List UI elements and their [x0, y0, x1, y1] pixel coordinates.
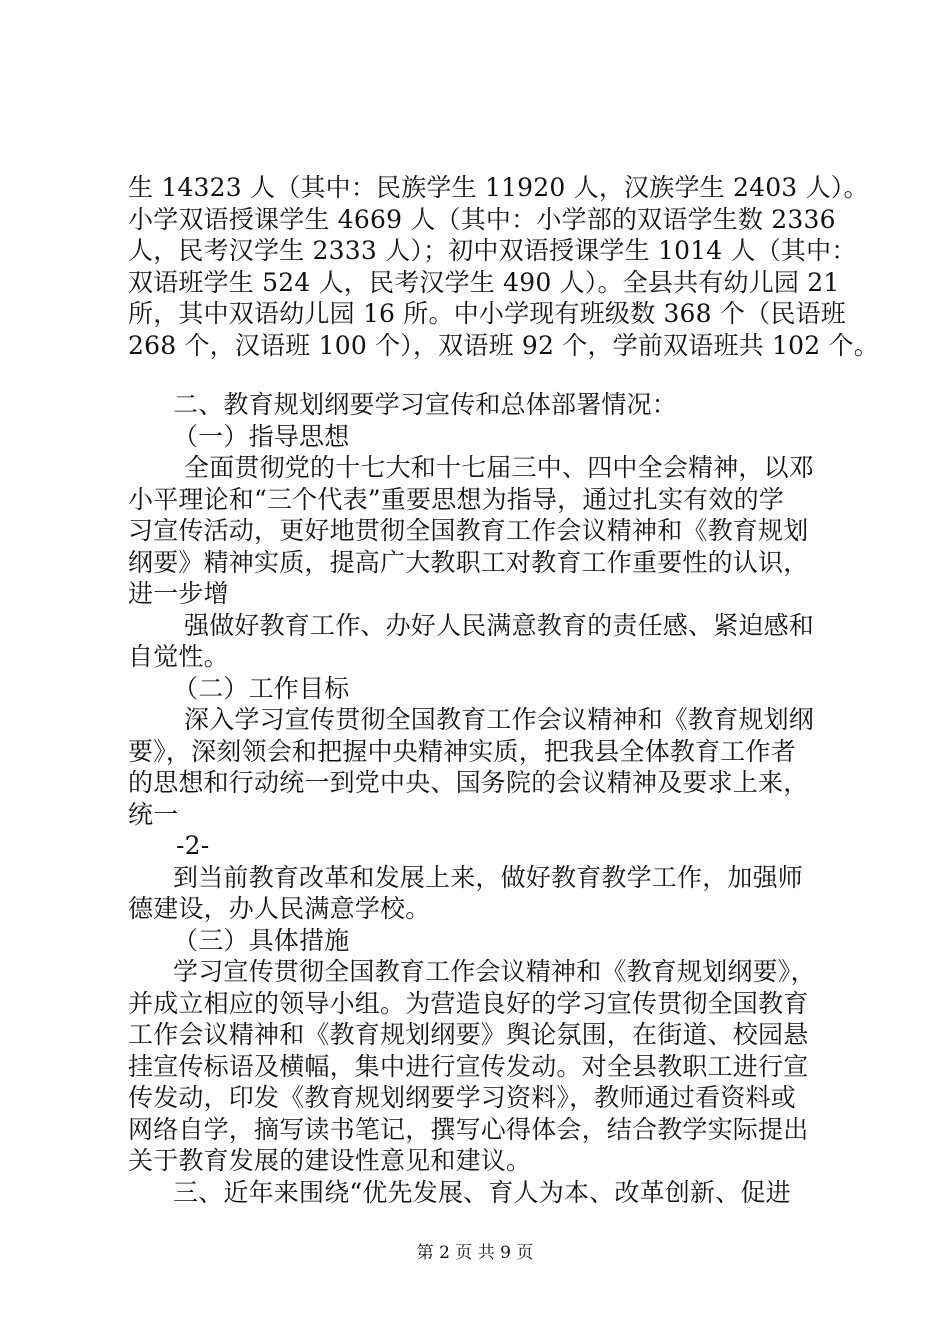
- paragraph-line: 强做好教育工作、办好人民满意教育的责任感、紧迫感和: [184, 610, 815, 640]
- page-footer: 第 2 页 共 9 页: [416, 1243, 534, 1263]
- paragraph-line: 德建设，办人民满意学校。: [128, 894, 431, 923]
- paragraph-line: 工作会议精神和《教育规划纲要》舆论氛围，在街道、校园悬: [128, 1020, 809, 1049]
- section-heading: 二、教育规划纲要学习宣传和总体部署情况：: [173, 390, 678, 419]
- paragraph-line: 纲要》精神实质，提高广大教职工对教育工作重要性的认识，: [128, 547, 809, 577]
- paragraph-line: 全面贯彻党的十七大和十七届三中、四中全会精神，以邓: [184, 453, 815, 482]
- paragraph-line: 到当前教育改革和发展上来，做好教育教学工作，加强师: [173, 862, 804, 892]
- paragraph-line: 统一: [128, 799, 179, 829]
- paragraph-line: 进一步增: [128, 579, 229, 608]
- paragraph-line: 生 14323 人（其中：民族学生 11920 人，汉族学生 2403 人）。: [128, 173, 869, 202]
- document-body: [128, 172, 879, 1208]
- paragraph-line: 自觉性。: [128, 642, 229, 671]
- inline-page-number: -2-: [176, 831, 210, 860]
- paragraph-line: 268 个，汉语班 100 个），双语班 92 个，学前双语班共 102 个。: [128, 330, 879, 360]
- subsection-heading: （二）工作目标: [173, 673, 350, 703]
- section-heading: 三、近年来围绕“优先发展、育人为本、改革创新、促进: [173, 1177, 791, 1207]
- subsection-heading: （一）指导思想: [173, 421, 350, 451]
- paragraph-line: 所，其中双语幼儿园 16 所。中小学现有班级数 368 个（民语班: [128, 299, 846, 328]
- paragraph-line: 小平理论和“三个代表”重要思想为指导，通过扎实有效的学: [128, 484, 784, 514]
- paragraph-line: 深入学习宣传贯彻全国教育工作会议精神和《教育规划纲: [184, 705, 815, 734]
- paragraph-line: 传发动，印发《教育规划纲要学习资料》，教师通过看资料或: [128, 1083, 796, 1112]
- paragraph-line: 小学双语授课学生 4669 人（其中：小学部的双语学生数 2336: [128, 204, 836, 234]
- paragraph-line: 关于教育发展的建设性意见和建议。: [128, 1146, 532, 1175]
- paragraph-line: 的思想和行动统一到党中央、国务院的会议精神及要求上来，: [128, 768, 809, 797]
- paragraph-line: 人，民考汉学生 2333 人）；初中双语授课学生 1014 人（其中：: [128, 236, 857, 265]
- paragraph-line: 学习宣传贯彻全国教育工作会议精神和《教育规划纲要》，: [173, 957, 816, 986]
- paragraph-line: 挂宣传标语及横幅，集中进行宣传发动。对全县教职工进行宣: [128, 1051, 809, 1081]
- subsection-heading: （三）具体措施: [173, 925, 350, 955]
- paragraph-line: 双语班学生 524 人，民考汉学生 490 人）。全县共有幼儿园 21: [128, 267, 840, 297]
- paragraph-line: 要》，深刻领会和把握中央精神实质，把我县全体教育工作者: [128, 736, 796, 766]
- paragraph-line: 习宣传活动，更好地贯彻全国教育工作会议精神和《教育规划: [128, 516, 809, 545]
- paragraph-line: 网络自学，摘写读书笔记，撰写心得体会，结合教学实际提出: [128, 1114, 809, 1144]
- paragraph-gap: [128, 361, 833, 389]
- paragraph-line: 并成立相应的领导小组。为营造良好的学习宣传贯彻全国教育: [128, 988, 809, 1018]
